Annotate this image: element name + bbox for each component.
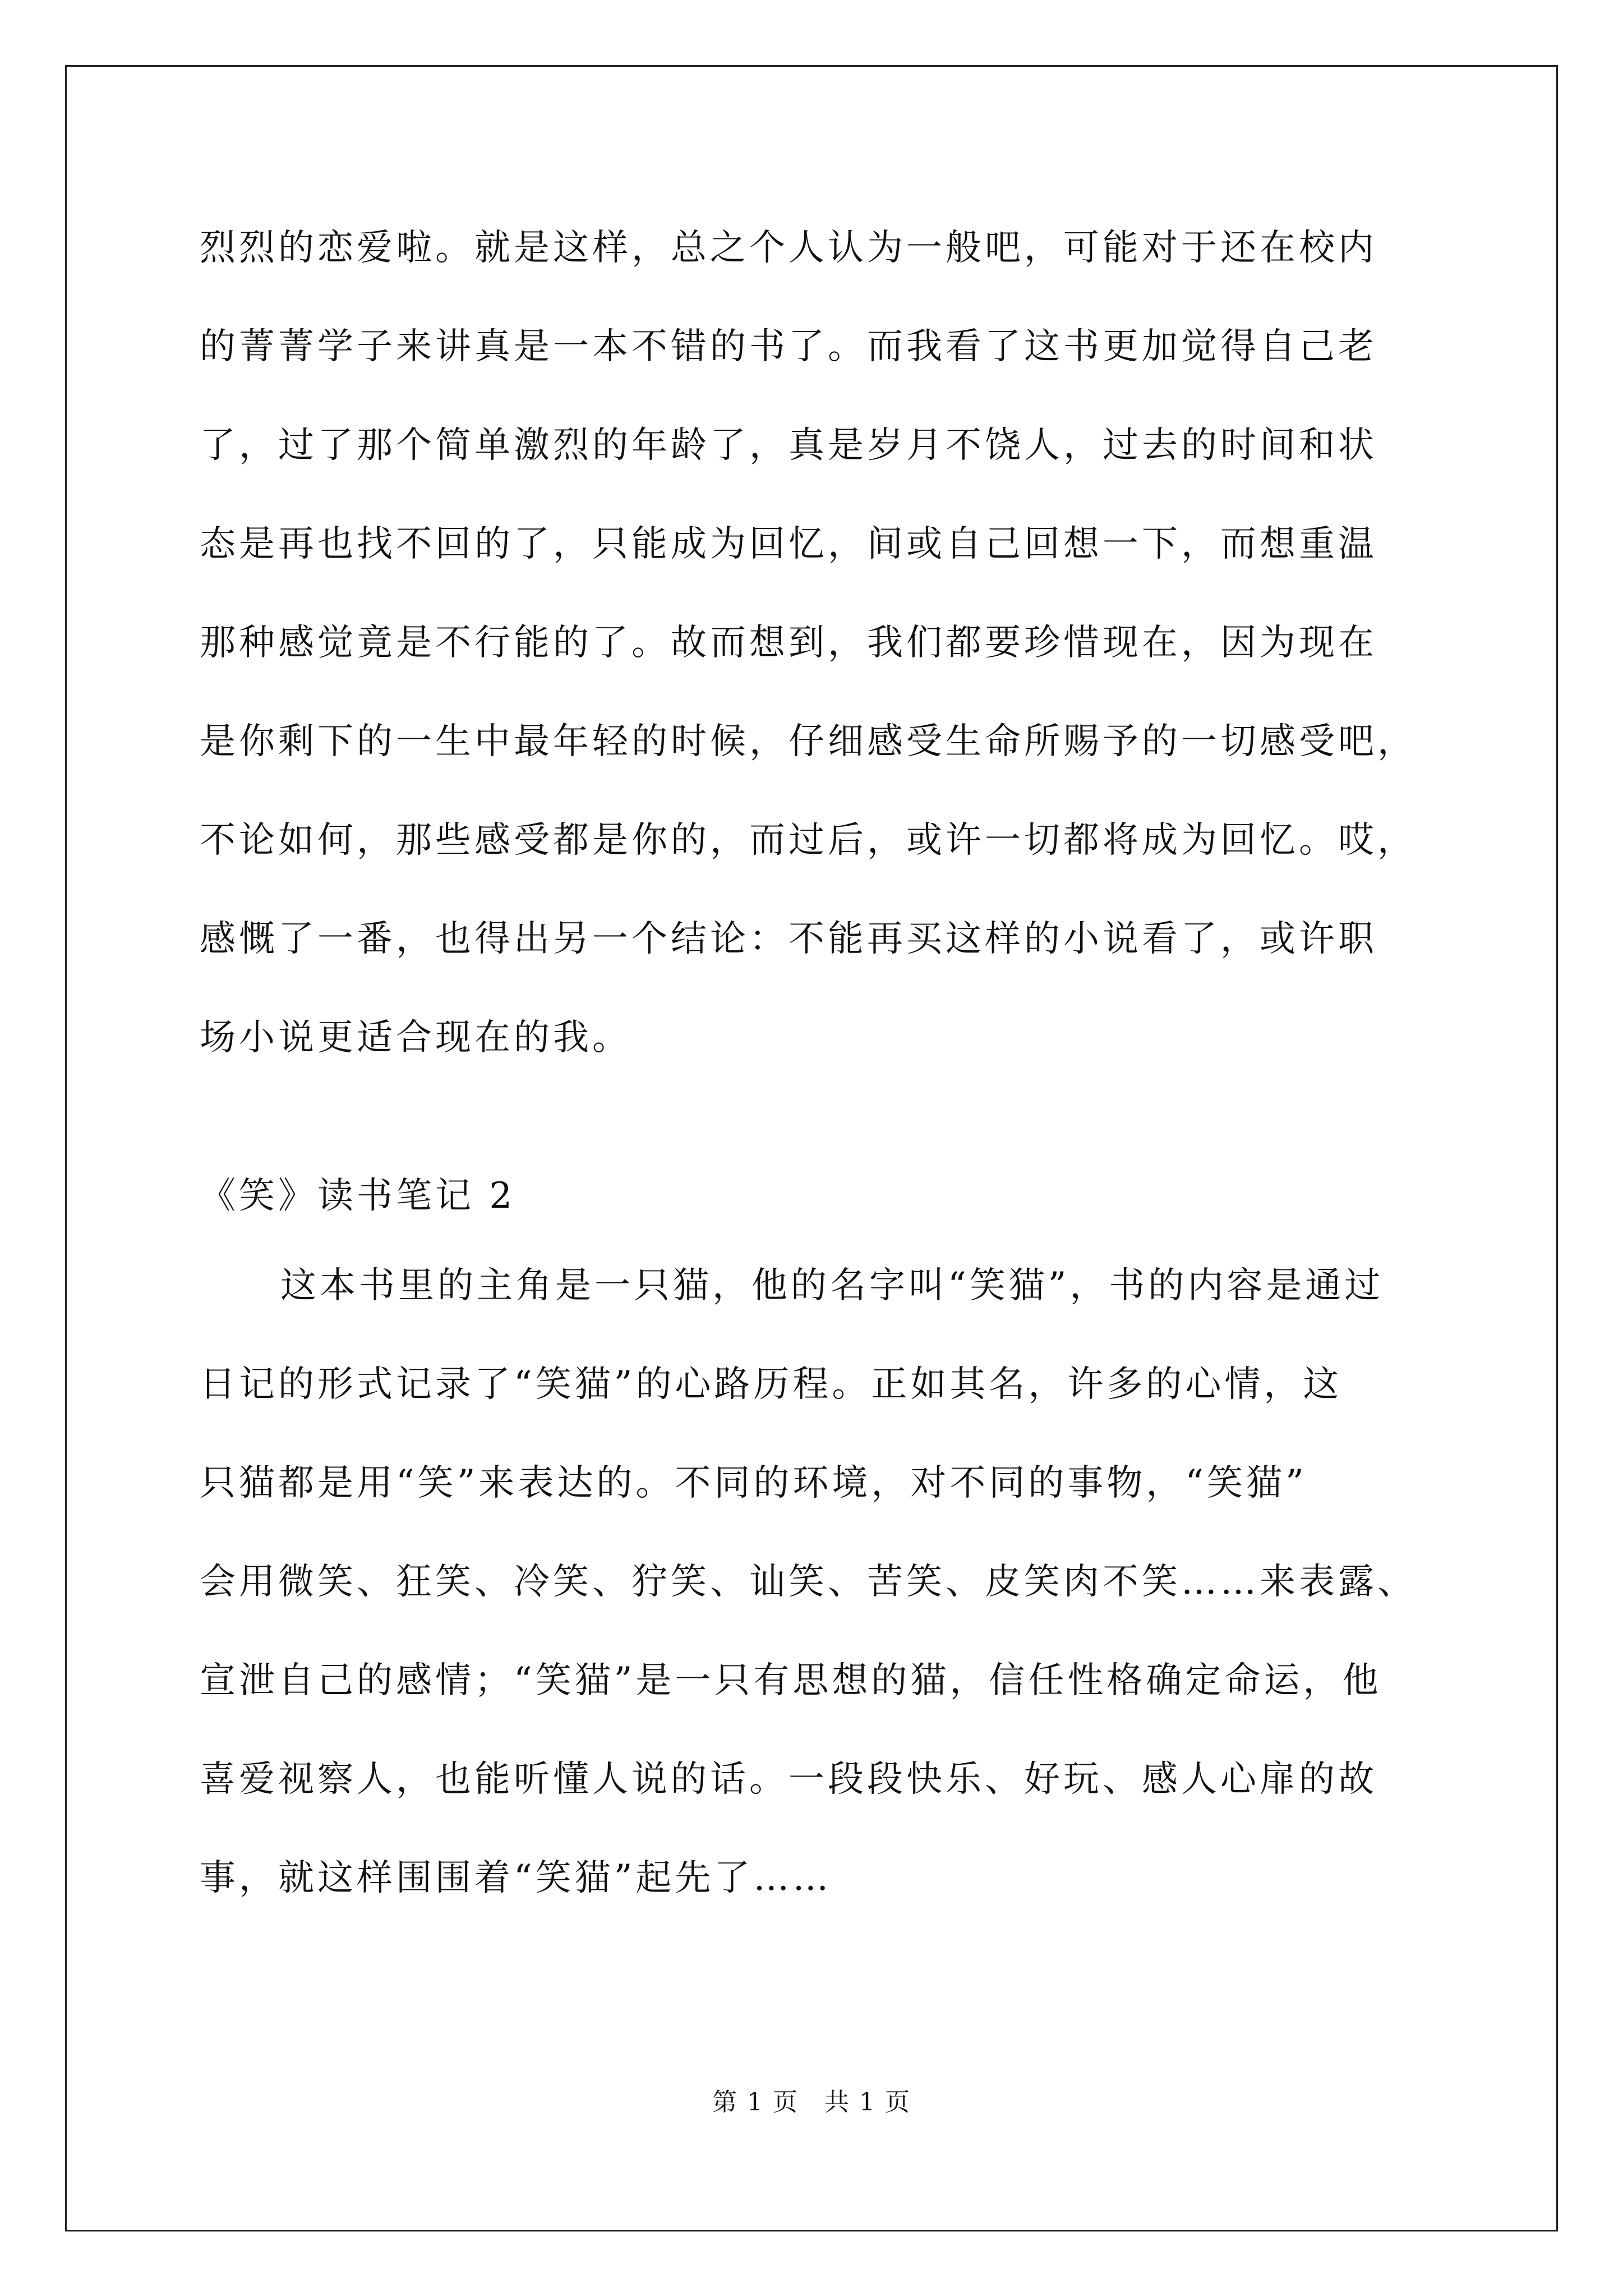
section-heading: 《笑》读书笔记 2 bbox=[200, 1175, 516, 1217]
paragraph-line: 只猫都是用“笑”来表达的。不同的环境，对不同的事物，“笑猫” bbox=[200, 1462, 1307, 1504]
page-footer: 第 1 页 共 1 页 bbox=[712, 2088, 911, 2116]
paragraph-line: 的菁菁学子来讲真是一本不错的书了。而我看了这书更加觉得自己老 bbox=[200, 326, 1377, 367]
paragraph-line: 这本书里的主角是一只猫，他的名字叫“笑猫”，书的内容是通过 bbox=[280, 1265, 1384, 1306]
paragraph-line: 不论如何，那些感受都是你的，而过后，或许一切都将成为回忆。哎， bbox=[200, 820, 1417, 861]
paragraph-line: 事，就这样围围着“笑猫”起先了…… bbox=[200, 1857, 832, 1899]
paragraph-line: 烈烈的恋爱啦。就是这样，总之个人认为一般吧，可能对于还在校内 bbox=[200, 227, 1377, 269]
paragraph-line: 是你剩下的一生中最年轻的时候，仔细感受生命所赐予的一切感受吧， bbox=[200, 721, 1417, 762]
paragraph-line: 场小说更适合现在的我。 bbox=[200, 1017, 631, 1059]
paragraph-line: 态是再也找不回的了，只能成为回忆，间或自己回想一下，而想重温 bbox=[200, 523, 1377, 565]
paragraph-line: 感慨了一番，也得出另一个结论：不能再买这样的小说看了，或许职 bbox=[200, 918, 1377, 960]
paragraph-line: 日记的形式记录了“笑猫”的心路历程。正如其名，许多的心情，这 bbox=[200, 1364, 1343, 1405]
paragraph-line: 喜爱视察人，也能听懂人说的话。一段段快乐、好玩、感人心扉的故 bbox=[200, 1759, 1377, 1800]
paragraph-line: 宣泄自己的感情；“笑猫”是一只有思想的猫，信任性格确定命运，他 bbox=[200, 1660, 1382, 1701]
page-border bbox=[65, 65, 1558, 2231]
paragraph-line: 那种感觉竟是不行能的了。故而想到，我们都要珍惜现在，因为现在 bbox=[200, 622, 1377, 664]
paragraph-line: 了，过了那个简单激烈的年龄了，真是岁月不饶人，过去的时间和状 bbox=[200, 425, 1377, 466]
paragraph-line: 会用微笑、狂笑、冷笑、狞笑、讪笑、苦笑、皮笑肉不笑……来表露、 bbox=[200, 1561, 1417, 1603]
